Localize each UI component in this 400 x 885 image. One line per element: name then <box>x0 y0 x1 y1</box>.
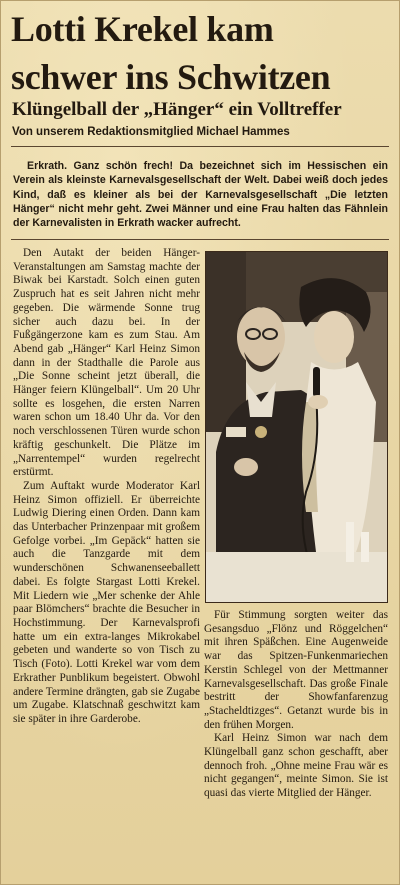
intro-paragraph: Erkrath. Ganz schön frech! Da bezeichnet sich im Hessischen ein Verein als kleinste Karnevalsgesellschaft der Welt. Dabei weiß doch jedes Kind, daß es kleiner als bei der Karnevalsgesellschaft „Die letzten Hänger“ nicht mehr geht. Zwei Männer und eine Frau halten das Fähnlein der Karnevalisten in Erkrath wacker aufrecht. <box>13 160 388 230</box>
headline-line-1: Lotti Krekel kam <box>11 9 274 49</box>
headline <box>11 5 391 101</box>
right-paragraph-1: Für Stimmung sorgten weiter das Gesangsduo „Flönz und Röggelchen“ mit ihren Späßchen. Eine Augenweide war das Spitzen-Funkenmariechen Kerstin Schlegel von der Mettmanner Karnevalsgesellschaft. Das große Finale bestritt der Showfanfarenzug „Stacheldtizges“. Getanzt wurde bis in den frühen Morgen. <box>204 609 388 731</box>
headline-line-2: schwer ins Schwitzen <box>11 57 331 97</box>
left-column <box>13 247 200 727</box>
right-paragraph-2: Karl Heinz Simon war nach dem Klüngelball ganz schon geschafft, aber dennoch froh. „Ohne meine Frau wär es nicht gegangen“, meinte Simon. Sie ist quasi das vierte Mitglied der Hänger. <box>204 732 388 800</box>
byline: Von unserem Redaktionsmitglied Michael Hammes <box>12 126 290 138</box>
subheadline: Klüngelball der „Hänger“ ein Volltreffer <box>12 99 342 120</box>
right-column <box>204 609 388 801</box>
divider-top <box>11 146 389 147</box>
left-paragraph-1: Den Autakt der beiden Hänger-Veranstaltungen am Samstag machte der Biwak bei Karstadt. Solch einen guten Zuspruch hat es seit Jahren nicht mehr gegeben. Die wärmende Sonne trug sicher auch dazu bei. In der Fußgängerzone kam es zum Stau. Am Abend gab „Hänger“ Karl Heinz Simon dann in der Stadthalle die Parole aus „Die Sonne scheint jetzt überall, die Hänger feiern Klüngelball“. Um 20 Uhr sollte es losgehen, die ersten Narren waren schon um 18.40 Uhr da. Vor den noch verschlossenen Türen wurde schon kräftig geschunkelt. Die Plätze im „Narrentempel“ wurden regelrecht erstürmt. <box>13 247 200 479</box>
left-paragraph-2: Zum Auftakt wurde Moderator Karl Heinz Simon offiziell. Er überreichte Ludwig Diering einen Orden. Dann kam das Unterbacher Prinzenpaar mit großem Gefolge vorbei. „Im Gepäck“ hatten sie auch die Tanzgarde mit dem wunderschönen Schwanenseeballett dabei. Es folgte Stargast Lotti Krekel. Mit Liedern wie „Mer schenke der Ahle paar Blömchers“ brachte die Besucher in Hochstimmung. Der Karnevalsprofi hatte um ein extra-langes Mikrokabel gebeten und wanderte so von Tisch zu Tisch (Foto). Lotti Krekel war vom dem Erkrather Punblikum begeistert. Obwohl andere Termine drängten, gab sie Zugabe um Zugabe. Klatschnaß geschwitzt kam sie später in ihre Garderobe. <box>13 479 200 725</box>
divider-intro <box>11 239 389 240</box>
photo-illustration <box>206 252 387 602</box>
article-photo <box>205 251 388 603</box>
